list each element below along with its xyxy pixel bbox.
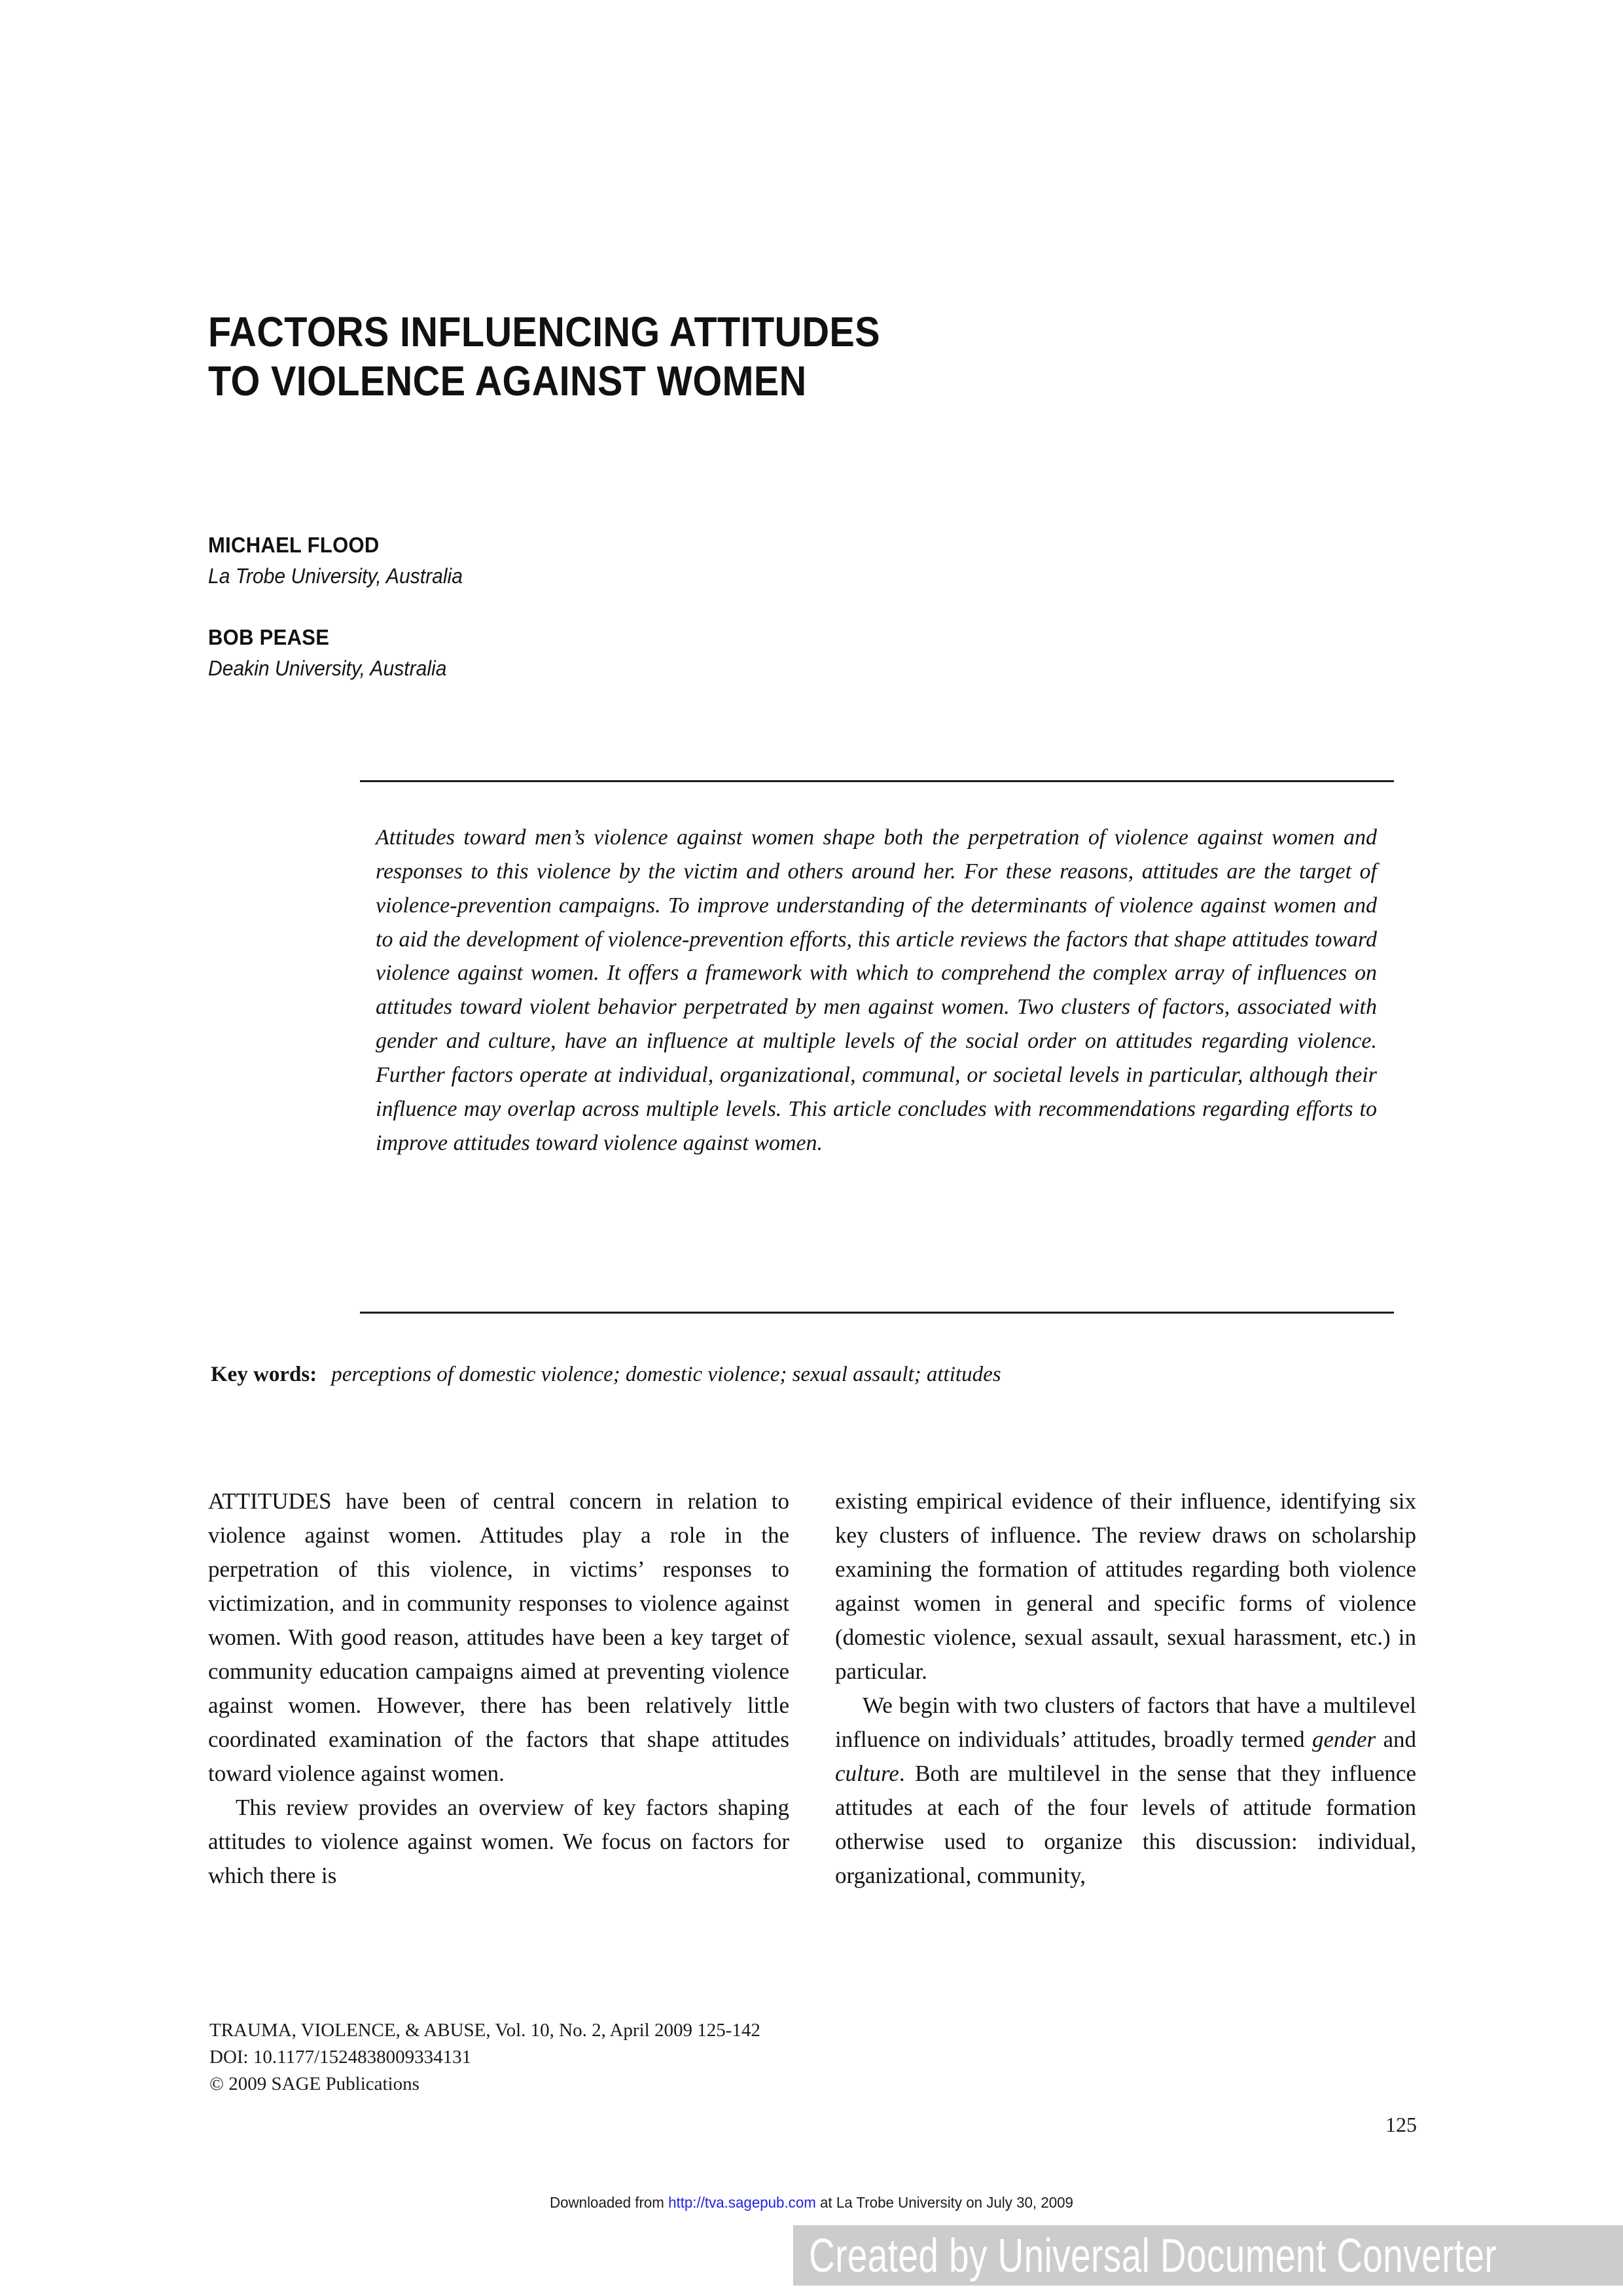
- footer-citation-block: [209, 2017, 1126, 2098]
- author-affiliation: La Trobe University, Australia: [208, 564, 463, 588]
- doi-line: DOI: 10.1177/1524838009334131: [209, 2047, 472, 2068]
- journal-citation: TRAUMA, VIOLENCE, & ABUSE, Vol. 10, No. 2, April 2009 125-142: [209, 2020, 760, 2041]
- paragraph-text: . Both are multilevel in the sense that they influence attitudes at each of the four levels of attitude formation otherwise used to organize this discussion: individual, organizational, community,: [835, 1760, 1416, 1888]
- paragraph-text: We begin with two clusters of factors that have a multilevel influence on individuals’ attitudes, broadly termed: [835, 1692, 1416, 1752]
- page-title: [208, 308, 1419, 406]
- paragraph: [835, 1689, 1416, 1893]
- download-source-line: [24, 2194, 1599, 2212]
- paragraph: [208, 1484, 789, 1791]
- title-line-2: TO VIOLENCE AGAINST WOMEN: [208, 357, 807, 404]
- title-line-1: FACTORS INFLUENCING ATTITUDES: [208, 308, 880, 355]
- body-column-left: [208, 1484, 789, 1893]
- download-prefix: Downloaded from: [550, 2194, 669, 2211]
- emphasis-gender: gender: [1311, 1726, 1376, 1752]
- opening-word: ATTITUDES: [208, 1488, 332, 1514]
- author-entry: [208, 531, 1124, 590]
- abstract-top-rule: [360, 780, 1394, 782]
- author-name: MICHAEL FLOOD: [208, 533, 380, 557]
- abstract-text: Attitudes toward men’s violence against women shape both the perpetration of violence against women and responses to this violence by the victim and others around her. For these reasons, attitudes are the target of violence-prevention campaigns. To improve understanding of the determinants of violence against women and to aid the development of violence-prevention efforts, this article reviews the factors that shape attitudes toward violence against women. It offers a framework with which to comprehend the complex array of influences on attitudes toward violent behavior perpetrated by men against women. Two clusters of factors, associated with gender and culture, have an influence at multiple levels of the social order on attitudes regarding violence. Further factors operate at individual, organizational, communal, or societal levels in particular, although their influence may overlap across multiple levels. This article concludes with recommendations regarding efforts to improve attitudes toward violence against women.: [376, 825, 1377, 1155]
- document-title: [208, 308, 1298, 406]
- author-block: [208, 531, 1124, 683]
- author-affiliation: Deakin University, Australia: [208, 656, 447, 681]
- paragraph-text: and: [1376, 1726, 1416, 1752]
- author-name: BOB PEASE: [208, 625, 330, 650]
- watermark-text: Created by Universal Document Converter: [809, 2229, 1497, 2282]
- page-number: 125: [1385, 2113, 1417, 2136]
- copyright-line: © 2009 SAGE Publications: [209, 2073, 419, 2095]
- keywords-line: [211, 1360, 1402, 1390]
- author-entry: [208, 624, 1124, 682]
- abstract-bottom-rule: [360, 1312, 1394, 1314]
- body-column-right: [835, 1484, 1416, 1893]
- paragraph: existing empirical evidence of their influence, identifying six key clusters of influence. The review draws on scholarship examining the formation of attitudes regarding both violence against women in general and specific forms of violence (domestic violence, sexual assault, sexual harassment, etc.) in particular.: [835, 1488, 1416, 1684]
- paragraph: This review provides an overview of key factors shaping attitudes to violence against women. We focus on factors for which there is: [208, 1794, 789, 1888]
- watermark-banner: [793, 2225, 1623, 2286]
- download-suffix: at La Trobe University on July 30, 2009: [815, 2194, 1073, 2211]
- body-columns: [208, 1484, 1416, 1893]
- keywords-label: Key words:: [211, 1363, 317, 1386]
- emphasis-culture: culture: [835, 1760, 899, 1786]
- download-url-link[interactable]: http://tva.sagepub.com: [668, 2194, 816, 2211]
- paragraph-text: have been of central concern in relation to violence against women. Attitudes play a role in the perpetration of this violence, in victims’ responses to victimization, and in community responses to violence against women. With good reason, attitudes have been a key target of community education campaigns aimed at preventing violence against women. However, there has been relatively little coordinated examination of the factors that shape attitudes toward violence against women.: [208, 1488, 789, 1786]
- keywords-terms: perceptions of domestic violence; domestic violence; sexual assault; attitudes: [331, 1363, 1001, 1386]
